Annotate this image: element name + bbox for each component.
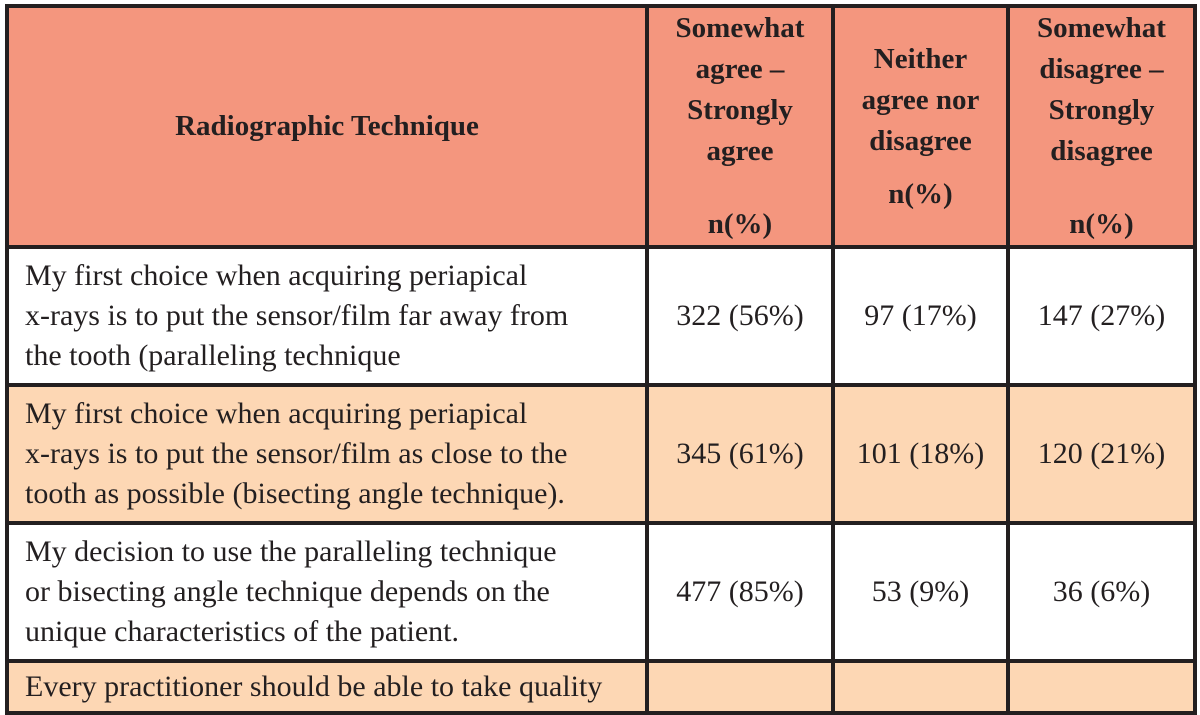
header-neither-label bbox=[835, 39, 1006, 162]
header-technique bbox=[7, 6, 647, 247]
neither-value: 53 (9%) bbox=[833, 523, 1008, 661]
table-row bbox=[7, 523, 1195, 661]
neither-value: 97 (17%) bbox=[833, 247, 1008, 385]
header-technique-label: Radiographic Technique bbox=[175, 110, 479, 142]
disagree-value bbox=[1008, 661, 1195, 713]
disagree-value: 120 (21%) bbox=[1008, 385, 1195, 523]
statement-line: x-rays is to put the sensor/film as close to the bbox=[25, 437, 568, 470]
header-disagree-line: Strongly bbox=[1048, 94, 1155, 126]
statement-cell bbox=[7, 523, 647, 661]
statement-line: My first choice when acquiring periapical bbox=[25, 259, 528, 292]
disagree-value: 36 (6%) bbox=[1008, 523, 1195, 661]
header-neither-line: disagree bbox=[869, 124, 972, 157]
header-neither-unit: n(%) bbox=[888, 177, 953, 210]
header-agree-line: Somewhat bbox=[675, 12, 805, 44]
header-neither-line: Neither bbox=[873, 42, 968, 75]
header-agree-line: Strongly bbox=[687, 94, 793, 126]
statement-line: My decision to use the paralleling technique bbox=[25, 535, 557, 568]
agree-value: 345 (61%) bbox=[647, 385, 833, 523]
disagree-value: 147 (27%) bbox=[1008, 247, 1195, 385]
neither-value: 101 (18%) bbox=[833, 385, 1008, 523]
statement-cell bbox=[7, 661, 647, 713]
table-header-row bbox=[7, 6, 1195, 247]
statement-cell bbox=[7, 247, 647, 385]
header-disagree-line: disagree bbox=[1050, 135, 1153, 167]
header-neither-line: agree nor bbox=[861, 83, 980, 116]
statement-line: tooth as possible (bisecting angle technique). bbox=[25, 477, 565, 510]
agree-value: 322 (56%) bbox=[647, 247, 833, 385]
header-disagree-line: Somewhat bbox=[1037, 12, 1166, 44]
statement-line: Every practitioner should be able to take quality bbox=[25, 670, 603, 703]
radiographic-technique-table bbox=[5, 4, 1197, 715]
header-agree-line: agree bbox=[706, 135, 774, 167]
table-row-partial bbox=[7, 661, 1195, 713]
header-agree-line: agree – bbox=[695, 53, 785, 85]
statement-cell bbox=[7, 385, 647, 523]
statement-line: unique characteristics of the patient. bbox=[25, 615, 459, 648]
statement-line: My first choice when acquiring periapical bbox=[25, 397, 528, 430]
header-disagree-unit: n(%) bbox=[1069, 208, 1134, 240]
header-agree-unit: n(%) bbox=[707, 208, 773, 240]
header-disagree bbox=[1008, 6, 1195, 247]
header-neither bbox=[833, 6, 1008, 247]
table-row bbox=[7, 247, 1195, 385]
header-disagree-line: disagree – bbox=[1039, 53, 1164, 85]
agree-value: 477 (85%) bbox=[647, 523, 833, 661]
header-disagree-label bbox=[1010, 8, 1193, 172]
survey-table-container bbox=[5, 4, 1193, 715]
agree-value bbox=[647, 661, 833, 713]
neither-value bbox=[833, 661, 1008, 713]
statement-line: x-rays is to put the sensor/film far away from bbox=[25, 299, 569, 332]
statement-line: or bisecting angle technique depends on the bbox=[25, 575, 550, 608]
header-agree-label bbox=[649, 8, 831, 172]
header-agree bbox=[647, 6, 833, 247]
statement-line: the tooth (paralleling technique bbox=[25, 339, 401, 372]
table-row bbox=[7, 385, 1195, 523]
